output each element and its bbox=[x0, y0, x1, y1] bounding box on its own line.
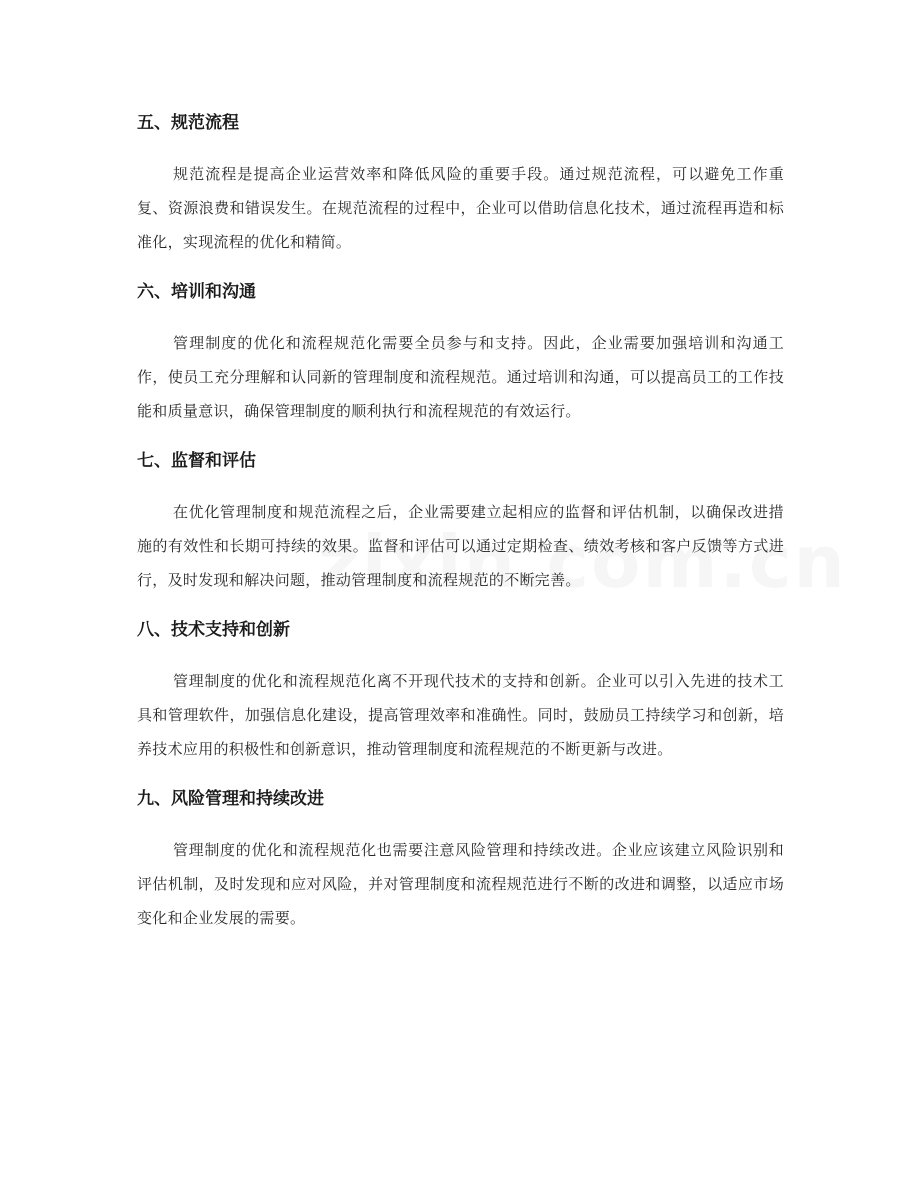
section-paragraph: 管理制度的优化和流程规范化也需要注意风险管理和持续改进。企业应该建立风险识别和评估机制，及时发现和应对风险，并对管理制度和流程规范进行不断的改进和调整，以适应市场变化和企业发展的需要。 bbox=[137, 841, 784, 927]
section-paragraph: 管理制度的优化和流程规范化离不开现代技术的支持和创新。企业可以引入先进的技术工具和管理软件，加强信息化建设，提高管理效率和准确性。同时，鼓励员工持续学习和创新，培养技术应用的积极性和创新意识，推动管理制度和流程规范的不断更新与改进。 bbox=[137, 672, 784, 758]
section-paragraph: 管理制度的优化和流程规范化需要全员参与和支持。因此，企业需要加强培训和沟通工作，使员工充分理解和认同新的管理制度和流程规范。通过培训和沟通，可以提高员工的工作技能和质量意识，确保管理制度的顺利执行和流程规范的有效运行。 bbox=[137, 334, 784, 420]
section-heading: 八、技术支持和创新 bbox=[137, 620, 290, 640]
section-5 bbox=[137, 106, 784, 275]
section-heading: 六、培训和沟通 bbox=[137, 282, 256, 302]
section-8 bbox=[137, 613, 784, 782]
section-6 bbox=[137, 275, 784, 444]
section-paragraph: 规范流程是提高企业运营效率和降低风险的重要手段。通过规范流程，可以避免工作重复、资源浪费和错误发生。在规范流程的过程中，企业可以借助信息化技术，通过流程再造和标准化，实现流程的优化和精简。 bbox=[137, 165, 784, 251]
section-paragraph: 在优化管理制度和规范流程之后，企业需要建立起相应的监督和评估机制，以确保改进措施的有效性和长期可持续的效果。监督和评估可以通过定期检查、绩效考核和客户反馈等方式进行，及时发现和解决问题，推动管理制度和流程规范的不断完善。 bbox=[137, 503, 784, 589]
section-9 bbox=[137, 782, 784, 935]
section-heading: 五、规范流程 bbox=[137, 113, 239, 133]
section-7 bbox=[137, 444, 784, 613]
document-content bbox=[137, 106, 784, 935]
section-heading: 九、风险管理和持续改进 bbox=[137, 789, 324, 809]
section-heading: 七、监督和评估 bbox=[137, 451, 256, 471]
